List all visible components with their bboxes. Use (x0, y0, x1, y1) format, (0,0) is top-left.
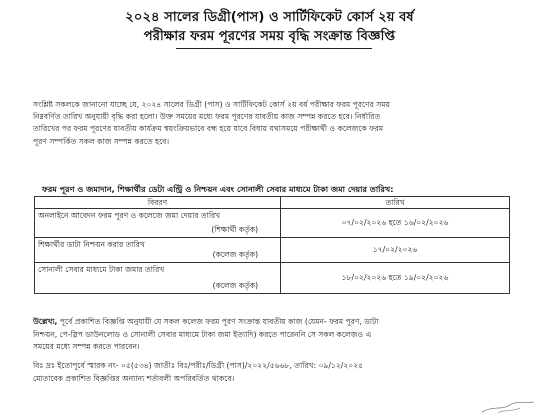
table-row (35, 263, 510, 294)
row-responsible: (কলেজ কর্তৃক) (212, 250, 259, 259)
row-responsible: (কলেজ কর্তৃক) (212, 281, 259, 290)
schedule-heading: ফরম পূরণ ও জমাদান, শিক্ষার্থীর ডেটা এন্ট্রি ও নিশ্চয়ন এবং সোনালী সেবার মাধ্যমে টাকা জমা দেয়ার তারিখ: (42, 184, 394, 194)
note-paragraph (33, 316, 513, 354)
row-date: ১৭/০২/২০২৬ (281, 238, 510, 263)
notice-title-line1: ২০২৪ সালের ডিগ্রী(পাস) ও সার্টিফিকেট কোর্স ২য় বর্ষ (125, 10, 414, 25)
column-header-description: বিবরণ (35, 197, 281, 209)
row-description: শিক্ষার্থীর ডাটা নিশ্চয়ন করার তারিখ (38, 240, 145, 249)
row-date: ১৮/০২/২০২৬ হতে ১৯/০২/২০২৬ (281, 263, 510, 294)
intro-line: তারিখের পর ফরম পূরণের যাবতীয় কার্যক্রম স্বয়ংক্রিয়ভাবে বন্ধ হয়ে যাবে বিধায় যথাসময়ে পরীক্ষার্থী ও কলেজকে ফরম (33, 124, 384, 134)
intro-line: পূরণ সম্পর্কিত সকল কাজ সম্পন্ন করতে হবে। (33, 136, 170, 146)
row-description-cell (35, 238, 281, 263)
title-underline (176, 48, 372, 49)
note-line: সময়ের মধ্যে সম্পন্ন করতে পারবেন। (33, 342, 140, 351)
row-description: অনলাইনে আবেদন ফরম পূরণ ও কলেজে জমা দেয়ার তারিখ (38, 211, 221, 220)
memo-line: বিঃ দ্রঃ ইতোপূর্বে স্মারক নং- ০৫(৫৩৪) জাতীঃ বিঃ/পরীঃ/ডিগ্রী (পাস)/২০২২/৫৬৬৮, তারিখ: ০৯/১২/২০২৫ (33, 361, 364, 370)
table-row (35, 238, 510, 263)
table-row (35, 209, 510, 238)
note-label: উল্লেখ্য, (33, 317, 58, 326)
intro-line: সংশ্লিষ্ট সকলকে জানানো যাচ্ছে যে, ২০২৪ সালের ডিগ্রী (পাস) ও সার্টিফিকেট কোর্স ২য় বর্ষ পরীক্ষার ফরম পূরণের সময় (33, 100, 390, 109)
schedule-table (34, 196, 510, 294)
notice-title-line2: পরীক্ষার ফরম পূরণের সময় বৃদ্ধি সংক্রান্ত বিজ্ঞপ্তি (143, 29, 396, 44)
memo-paragraph (33, 360, 523, 385)
row-description-cell (35, 209, 281, 238)
note-line: নিশ্চয়ন, পে-স্লিপ ডাউনলোড ও সোনালী সেবার মাধ্যমে টাকা জমা ইত্যাদি) করতে পারেননি সে সকল কলেজও এ (33, 329, 372, 339)
table-header-row (35, 197, 510, 209)
note-line (33, 316, 513, 329)
intro-line: নিম্নবর্ণিত তারিখ অনুযায়ী বৃদ্ধি করা হলো। উক্ত সময়ের মধ্যে ফরম পূরণের যাবতীয় কাজ সম্পন্ন করতে হবে। নির্ধারিত (33, 112, 381, 122)
row-date: ০৭/০২/২০২৬ হতে ১৬/০২/২০২৬ (281, 209, 510, 238)
row-description: সোনালী সেবার মাধ্যমে টাকা জমার তারিখ (38, 265, 165, 274)
signature-mark-icon (478, 400, 538, 414)
memo-line: মোতাবেক প্রকাশিত বিজ্ঞপ্তির অন্যান্য শর্তাবলী অপরিবর্তিত থাকবে। (33, 373, 235, 383)
note-text: পূর্বে প্রকাশিত বিজ্ঞপ্তি অনুযায়ী যে সকল কলেজ ফরম পূরণ সংক্রান্ত যাবতীয় কাজ (যেমন- ফরম পূরণ, ডাটা (59, 317, 379, 326)
intro-paragraph (33, 99, 518, 148)
column-header-date: তারিখ (281, 197, 510, 209)
row-responsible: (শিক্ষার্থী কর্তৃক) (211, 225, 259, 234)
row-description-cell (35, 263, 281, 294)
